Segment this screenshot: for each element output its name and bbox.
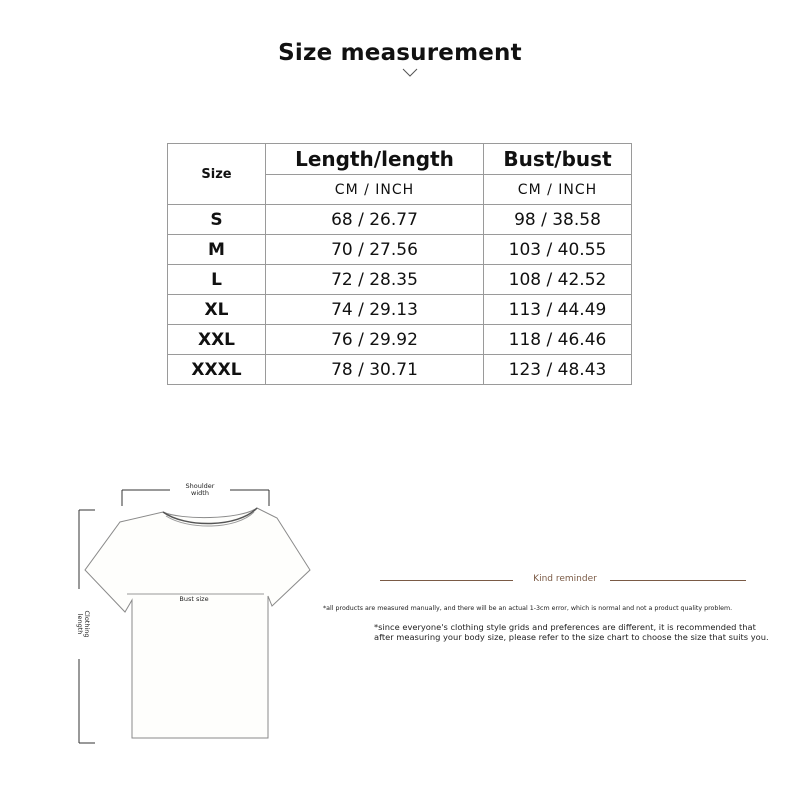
bust-cell: 103 / 40.55: [484, 235, 632, 265]
length-cell: 76 / 29.92: [266, 325, 484, 355]
size-cell: S: [168, 205, 266, 235]
shoulder-label-line1: Shoulder: [185, 482, 215, 490]
bust-column-header: Bust/bust: [484, 144, 632, 175]
size-column-header: Size: [168, 144, 266, 205]
bust-cell: 108 / 42.52: [484, 265, 632, 295]
bust-cell: 123 / 48.43: [484, 355, 632, 385]
size-cell: M: [168, 235, 266, 265]
reminder-divider-left: [380, 580, 513, 581]
length-cell: 74 / 29.13: [266, 295, 484, 325]
bust-size-label: Bust size: [179, 595, 209, 603]
shoulder-label-line2: width: [191, 489, 209, 497]
reminder-note-1: *all products are measured manually, and there will be an actual 1-3cm error, which is normal and not a product quality problem.: [323, 605, 733, 612]
size-cell: XXL: [168, 325, 266, 355]
reminder-note-2: *since everyone's clothing style grids and preferences are different, it is recommended that after measuring your body size, please refer to the size chart to choose the size that suits you.: [374, 622, 769, 642]
reminder-title: Kind reminder: [533, 574, 597, 584]
length-label-line2: length: [76, 613, 84, 635]
shoulder-width-label: [170, 483, 230, 497]
length-cell: 68 / 26.77: [266, 205, 484, 235]
clothing-length-label: [72, 589, 90, 659]
length-unit-label: CM / INCH: [266, 175, 484, 205]
bust-unit-label: CM / INCH: [484, 175, 632, 205]
bust-cell: 118 / 46.46: [484, 325, 632, 355]
length-label-line1: Clothing: [83, 610, 91, 638]
length-cell: 72 / 28.35: [266, 265, 484, 295]
tshirt-outline: [85, 508, 310, 738]
reminder-divider-right: [610, 580, 746, 581]
bust-cell: 113 / 44.49: [484, 295, 632, 325]
length-column-header: Length/length: [266, 144, 484, 175]
length-cell: 70 / 27.56: [266, 235, 484, 265]
size-cell: XXXL: [168, 355, 266, 385]
page-title: Size measurement: [278, 40, 522, 66]
length-cell: 78 / 30.71: [266, 355, 484, 385]
size-cell: XL: [168, 295, 266, 325]
size-cell: L: [168, 265, 266, 295]
bust-cell: 98 / 38.58: [484, 205, 632, 235]
